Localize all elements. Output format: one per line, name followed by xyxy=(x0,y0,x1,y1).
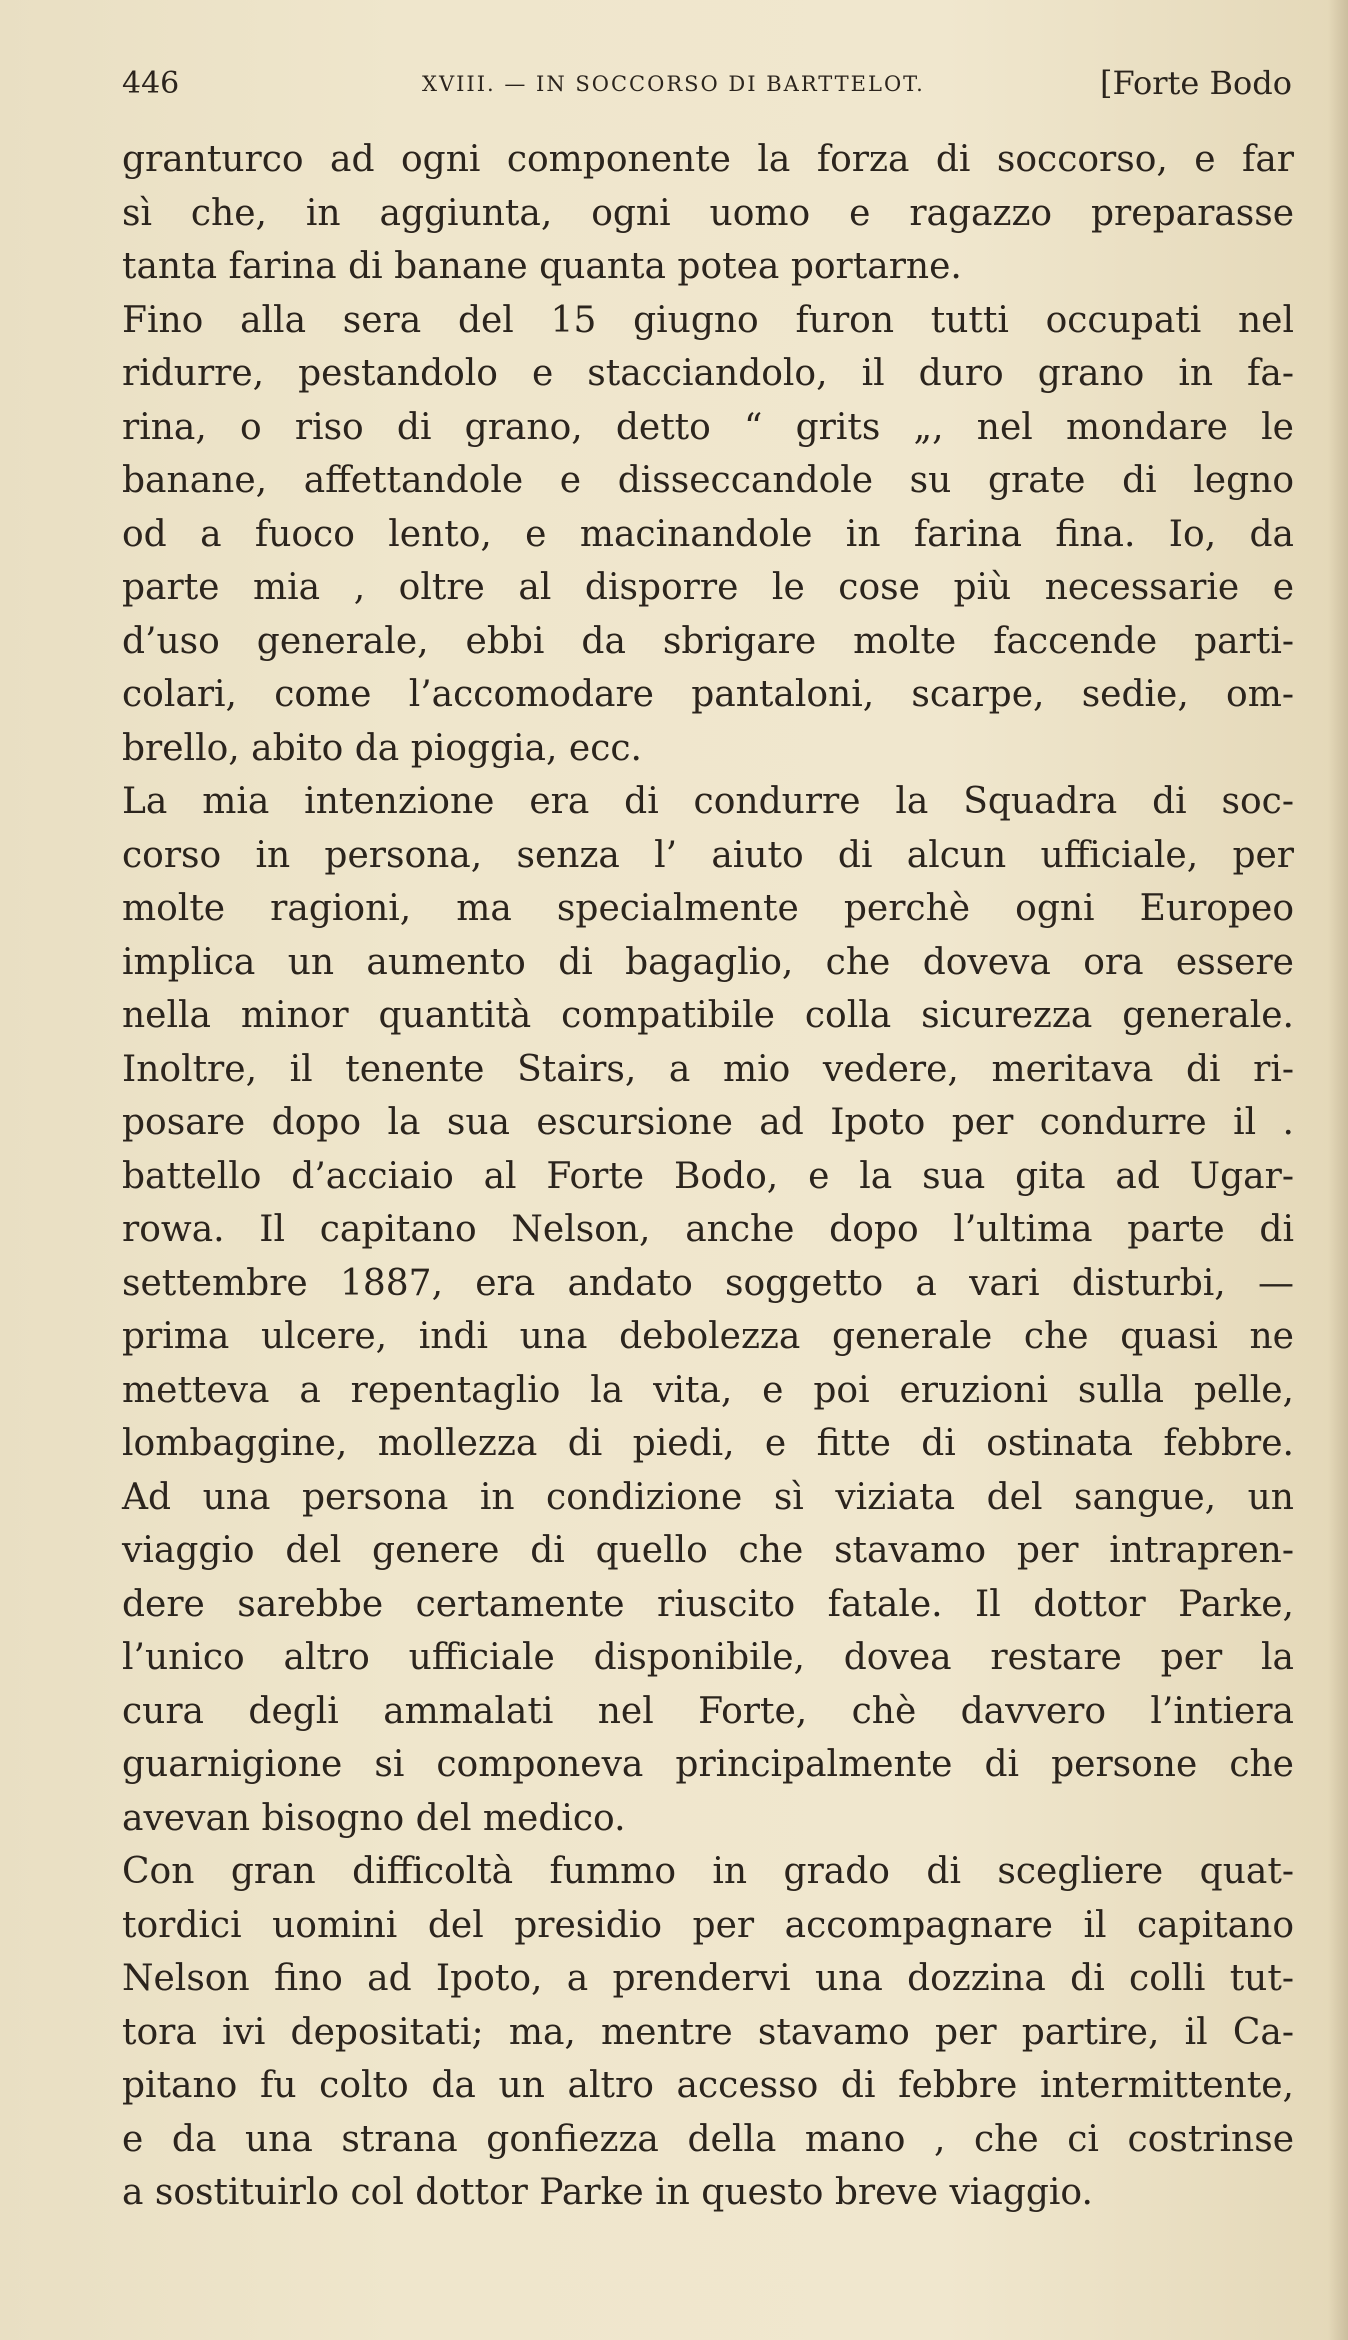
page-edge-shadow xyxy=(1328,0,1348,2340)
text-line: Fino alla sera del 15 giugno furon tutti occupati nel xyxy=(122,299,1294,341)
text-line: viaggio del genere di quello che stavamo per intrapren- xyxy=(122,1530,1294,1571)
location-title: [Forte Bodo xyxy=(1100,64,1292,102)
text-line: tordici uomini del presidio per accompagnare il capitano xyxy=(122,1904,1294,1946)
text-line: l’unico altro ufficiale disponibile, dovea restare per la xyxy=(122,1637,1294,1678)
text-line: avevan bisogno del medico. xyxy=(122,1797,626,1839)
text-line: brello, abito da pioggia, ecc. xyxy=(122,727,642,769)
text-line: Con gran difficoltà fummo in grado di scegliere quat- xyxy=(122,1851,1294,1892)
text-line: rowa. Il capitano Nelson, anche dopo l’ultima parte di xyxy=(122,1209,1294,1250)
text-line: battello d’acciaio al Forte Bodo, e la sua gita ad Ugar- xyxy=(122,1155,1294,1197)
text-line: banane, affettandole e disseccandole su grate di legno xyxy=(122,460,1294,501)
text-line: Inoltre, il tenente Stairs, a mio vedere, meritava di ri- xyxy=(122,1048,1294,1090)
text-line: lombaggine, mollezza di piedi, e fitte di ostinata febbre. xyxy=(122,1423,1294,1464)
text-line: corso in persona, senza l’ aiuto di alcun ufficiale, per xyxy=(122,834,1294,876)
text-line: pitano fu colto da un altro accesso di febbre intermittente, xyxy=(122,2065,1294,2106)
text-line: Nelson fino ad Ipoto, a prendervi una dozzina di colli tut- xyxy=(122,1958,1294,1999)
text-line: d’uso generale, ebbi da sbrigare molte faccende parti- xyxy=(122,620,1294,662)
text-line: cura degli ammalati nel Forte, chè davvero l’intiera xyxy=(122,1690,1294,1732)
text-line: ridurre, pestandolo e stacciandolo, il duro grano in fa- xyxy=(122,353,1294,394)
text-line: tora ivi depositati; ma, mentre stavamo per partire, il Ca- xyxy=(122,2011,1294,2053)
text-line: tanta farina di banane quanta potea portarne. xyxy=(122,246,962,287)
text-line: posare dopo la sua escursione ad Ipoto per condurre il . xyxy=(122,1102,1294,1143)
text-line: e da una strana gonfiezza della mano , che ci costrinse xyxy=(122,2118,1294,2160)
text-line: rina, o riso di grano, detto “ grits „, nel mondare le xyxy=(122,406,1294,448)
text-line: granturco ad ogni componente la forza di soccorso, e far xyxy=(122,139,1294,180)
text-line: settembre 1887, era andato soggetto a vari disturbi, — xyxy=(122,1262,1294,1304)
text-line: metteva a repentaglio la vita, e poi eruzioni sulla pelle, xyxy=(122,1369,1294,1411)
text-line: guarnigione si componeva principalmente di persone che xyxy=(122,1744,1294,1785)
text-line: dere sarebbe certamente riuscito fatale. Il dottor Parke, xyxy=(122,1583,1294,1625)
text-line: parte mia , oltre al disporre le cose più necessarie e xyxy=(122,567,1294,608)
text-line: sì che, in aggiunta, ogni uomo e ragazzo preparasse xyxy=(122,192,1294,234)
text-line: Ad una persona in condizione sì viziata del sangue, un xyxy=(122,1476,1294,1518)
running-header xyxy=(122,62,1292,112)
text-line: implica un aumento di bagaglio, che doveva ora essere xyxy=(122,941,1294,983)
text-line: nella minor quantità compatibile colla sicurezza generale. xyxy=(122,995,1294,1036)
text-line: od a fuoco lento, e macinandole in farina fina. Io, da xyxy=(122,513,1294,555)
text-line: prima ulcere, indi una debolezza generale che quasi ne xyxy=(122,1316,1294,1357)
text-line: a sostituirlo col dottor Parke in questo breve viaggio. xyxy=(122,2172,1093,2213)
text-line: La mia intenzione era di condurre la Squadra di soc- xyxy=(122,781,1294,822)
body-text xyxy=(122,133,1294,2220)
text-line: colari, come l’accomodare pantaloni, scarpe, sedie, om- xyxy=(122,674,1294,715)
text-line: molte ragioni, ma specialmente perchè ogni Europeo xyxy=(122,888,1294,929)
chapter-title: XVIII. — IN SOCCORSO DI BARTTELOT. xyxy=(422,72,925,96)
page-number: 446 xyxy=(122,66,180,101)
